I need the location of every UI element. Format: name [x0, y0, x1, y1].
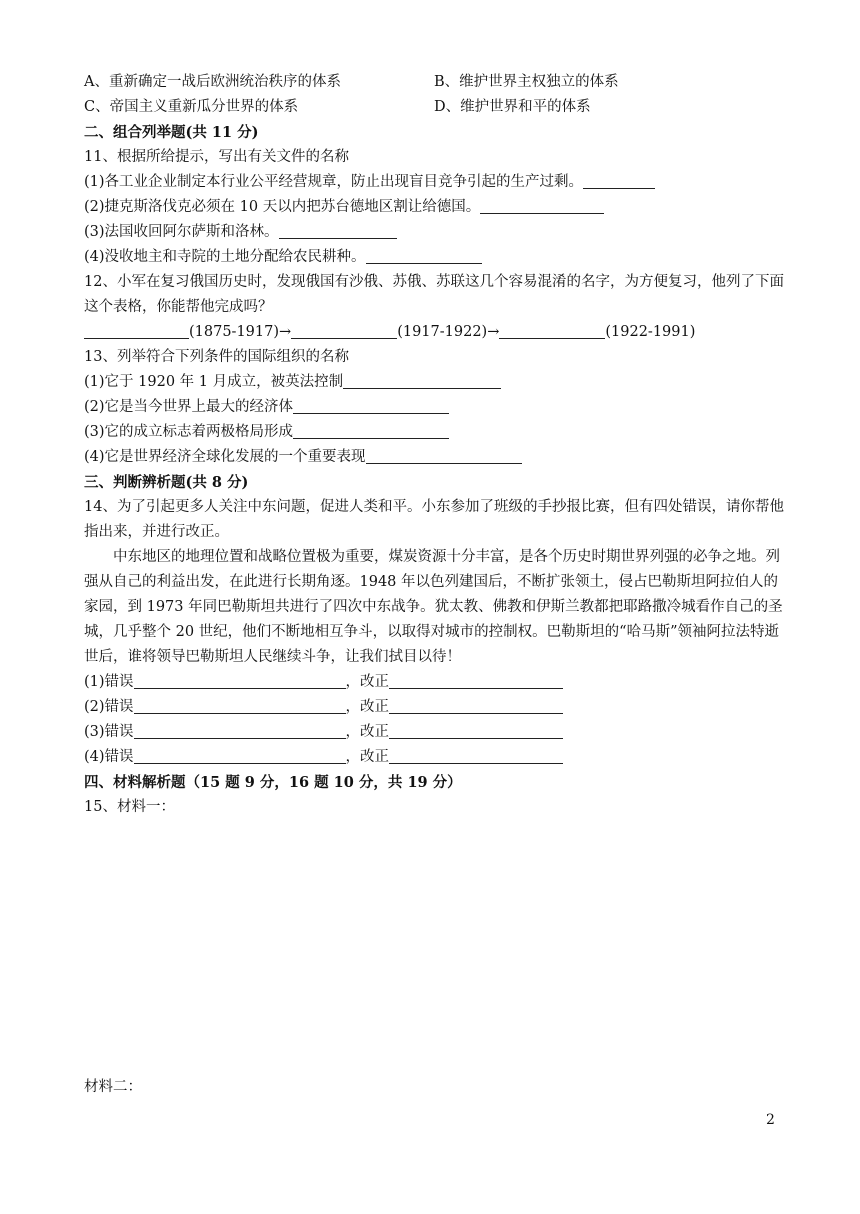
error-blank[interactable] [134, 747, 346, 764]
error-label: (3)错误 [84, 724, 134, 740]
answer-blank[interactable] [366, 247, 482, 264]
q10-options-row-2 [84, 95, 784, 120]
q12-period-2: (1917-1922) [397, 324, 488, 340]
correct-label: ，改正 [345, 699, 390, 715]
error-blank[interactable] [134, 672, 346, 689]
q11-item-1-text: (1)各工业企业制定本行业公平经营规章，防止出现盲目竞争引起的生产过剩。 [84, 174, 584, 190]
q11-item-4 [84, 245, 784, 270]
arrow-right-icon: → [279, 324, 292, 340]
correct-blank[interactable] [389, 747, 563, 764]
q11-item-4-text: (4)没收地主和寺院的土地分配给农民耕种。 [84, 249, 366, 265]
q12-period-1: (1875-1917) [189, 324, 280, 340]
q13-item-2 [84, 395, 784, 420]
option-a: A、重新确定一战后欧洲统治秩序的体系 [84, 74, 341, 90]
q14-error-row-2 [84, 695, 784, 720]
q12-stem: 12、小军在复习俄国历史时，发现俄国有沙俄、苏俄、苏联这几个容易混淆的名字，为方便复习，他列了下面这个表格，你能帮他完成吗？ [84, 274, 784, 315]
exam-page [84, 70, 784, 820]
q13-item-1-text: (1)它于 1920 年 1 月成立，被英法控制 [84, 374, 344, 390]
error-blank[interactable] [134, 697, 346, 714]
answer-blank[interactable] [499, 322, 605, 339]
q12-timeline [84, 320, 784, 345]
q13-item-3 [84, 420, 784, 445]
q14-error-row-1 [84, 670, 784, 695]
q11-item-3-text: (3)法国收回阿尔萨斯和洛林。 [84, 224, 279, 240]
answer-blank[interactable] [583, 172, 655, 189]
answer-blank[interactable] [293, 397, 449, 414]
correct-label: ，改正 [345, 749, 390, 765]
q11-item-1 [84, 170, 784, 195]
error-label: (1)错误 [84, 674, 134, 690]
answer-blank[interactable] [279, 222, 397, 239]
answer-blank[interactable] [293, 422, 449, 439]
answer-blank[interactable] [343, 372, 501, 389]
q13-item-4-text: (4)它是世界经济全球化发展的一个重要表现 [84, 449, 366, 465]
q14-error-row-3 [84, 720, 784, 745]
q14-error-row-4 [84, 745, 784, 770]
section-2-heading: 二、组合列举题(共 11 分) [84, 124, 259, 141]
correct-blank[interactable] [389, 697, 563, 714]
correct-blank[interactable] [389, 722, 563, 739]
answer-blank[interactable] [84, 322, 189, 339]
answer-blank[interactable] [291, 322, 397, 339]
q14-passage: 中东地区的地理位置和战略位置极为重要，煤炭资源十分丰富，是各个历史时期世界列强的必争之地。列强从自己的利益出发，在此进行长期角逐。1948 年以色列建国后，不断扩张领土，侵占巴勒斯坦阿拉伯人的家园，到 1973 年同巴勒斯坦共进行了四次中东战争。犹太教、佛教和伊斯兰教都把耶路撒冷城看作自己的圣城，几乎整个 20 世纪，他们不断地相互争斗，以取得对城市的控制权。巴勒斯坦的“哈马斯”领袖阿拉法特逝世后，谁将领导巴勒斯坦人民继续斗争，让我们拭目以待！ [84, 549, 783, 665]
correct-label: ，改正 [345, 674, 390, 690]
material-2-label: 材料二： [84, 1079, 142, 1095]
error-label: (2)错误 [84, 699, 134, 715]
q11-stem: 11、根据所给提示，写出有关文件的名称 [84, 149, 349, 165]
section-4-heading: 四、材料解析题（15 题 9 分，16 题 10 分，共 19 分） [84, 774, 462, 791]
q12-period-3: (1922-1991) [605, 324, 696, 340]
q13-item-2-text: (2)它是当今世界上最大的经济体 [84, 399, 294, 415]
q13-item-4 [84, 445, 784, 470]
correct-blank[interactable] [389, 672, 563, 689]
arrow-right-icon: → [487, 324, 500, 340]
error-blank[interactable] [134, 722, 346, 739]
option-d: D、维护世界和平的体系 [434, 99, 591, 115]
option-b: B、维护世界主权独立的体系 [434, 74, 619, 90]
answer-blank[interactable] [480, 197, 604, 214]
q10-options-row-1 [84, 70, 784, 95]
q13-item-3-text: (3)它的成立标志着两极格局形成 [84, 424, 294, 440]
q15-material-1-label: 15、材料一： [84, 799, 175, 815]
section-3-heading: 三、判断辨析题(共 8 分) [84, 474, 249, 491]
q11-item-3 [84, 220, 784, 245]
q13-item-1 [84, 370, 784, 395]
q14-stem: 14、为了引起更多人关注中东问题，促进人类和平。小东参加了班级的手抄报比赛，但有四处错误，请你帮他指出来，并进行改正。 [84, 499, 784, 540]
q11-item-2-text: (2)捷克斯洛伐克必须在 10 天以内把苏台德地区割让给德国。 [84, 199, 481, 215]
error-label: (4)错误 [84, 749, 134, 765]
option-c: C、帝国主义重新瓜分世界的体系 [84, 99, 299, 115]
correct-label: ，改正 [345, 724, 390, 740]
answer-blank[interactable] [366, 447, 522, 464]
q11-item-2 [84, 195, 784, 220]
q13-stem: 13、列举符合下列条件的国际组织的名称 [84, 349, 349, 365]
page-number: 2 [766, 1112, 775, 1128]
